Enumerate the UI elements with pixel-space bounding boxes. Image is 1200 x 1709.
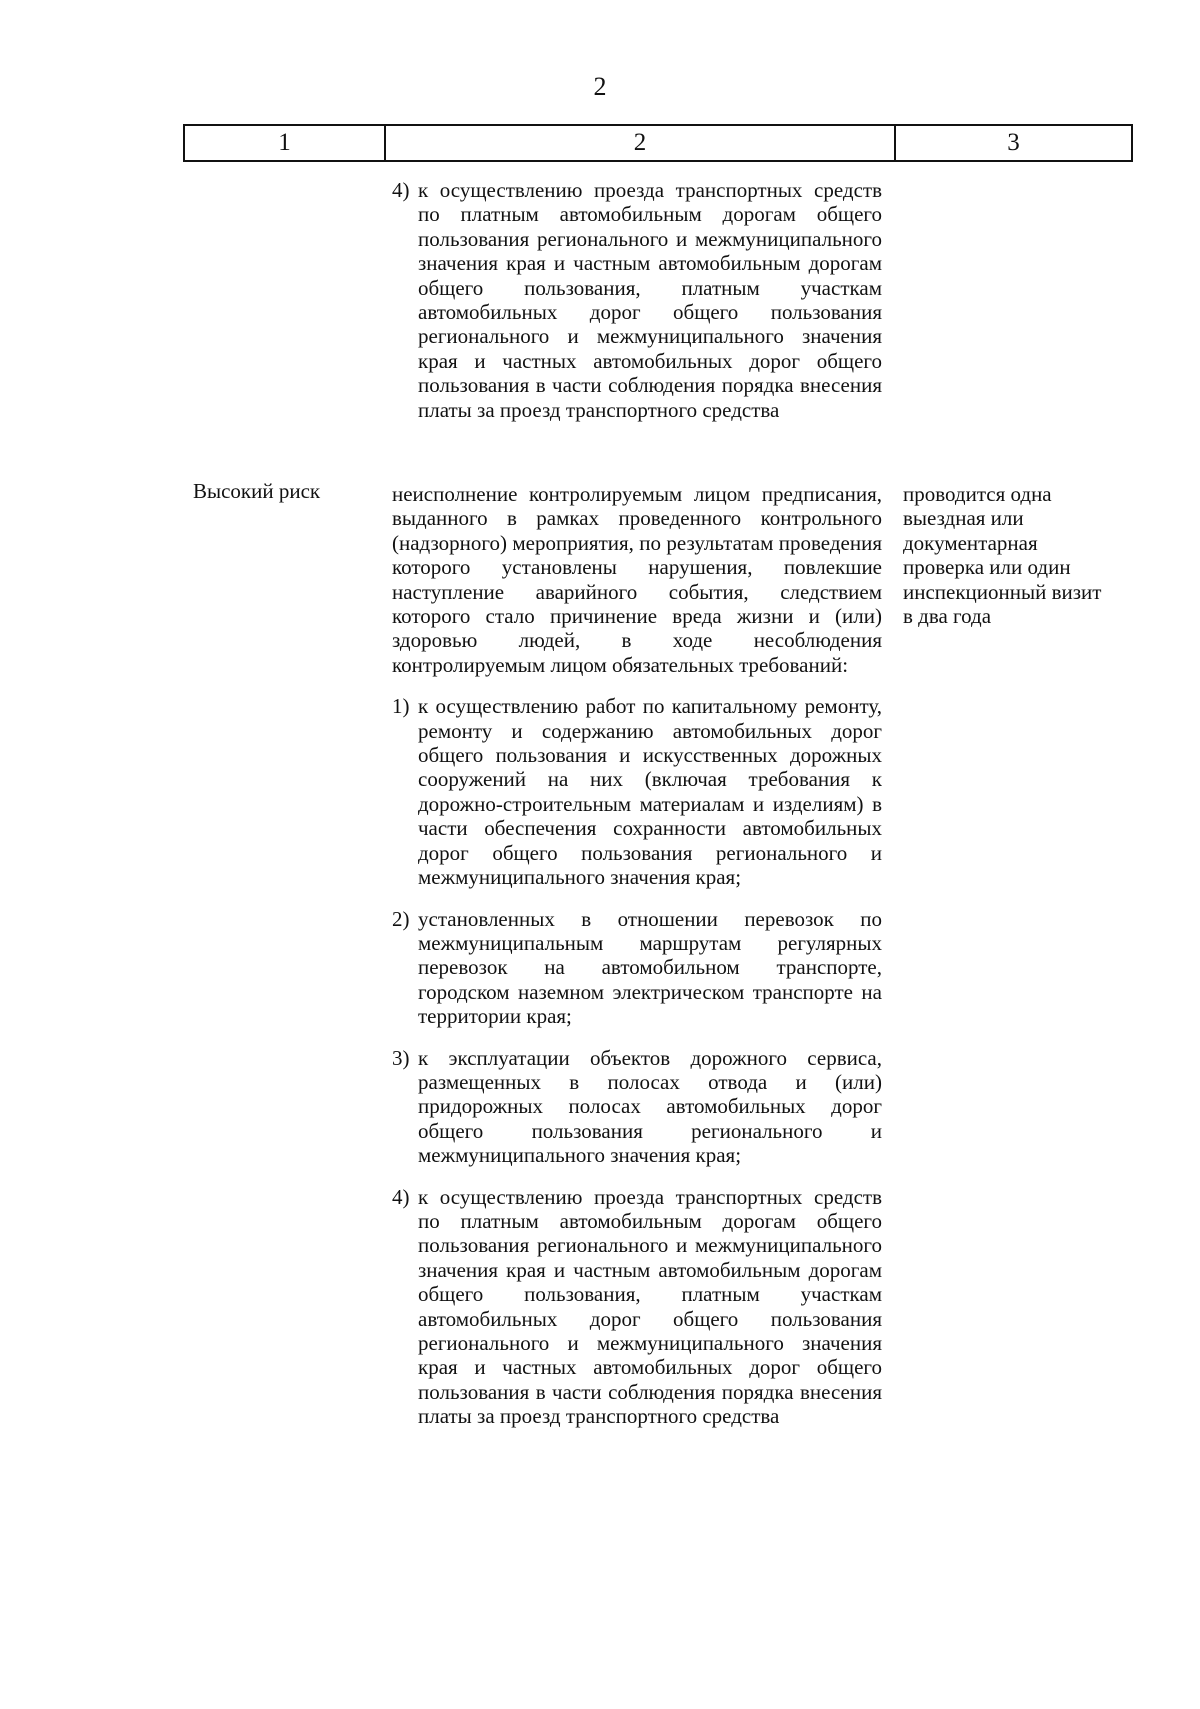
- list-item: [392, 694, 882, 889]
- risk-category-label: Высокий риск: [193, 479, 321, 503]
- list-item-number: 4): [392, 1184, 410, 1209]
- list-item: [392, 907, 882, 1029]
- continuation-item: [392, 178, 882, 422]
- page-number: 2: [593, 72, 607, 101]
- list-item-number: 2): [392, 906, 410, 931]
- list-item-text: к осуществлению проезда транспортных средств по платным автомобильным дорогам общего пользования регионального и межмуниципального значения края и частным автомобильным дорогам общего пользования, платным участкам автомобильных дорог общего пользования регионального и межмуниципального значения края и частных автомобильных дорог общего пользования в части соблюдения порядка внесения платы за проезд транспортного средства: [418, 1184, 882, 1429]
- table-header-row: [183, 124, 1133, 162]
- list-item: [392, 1185, 882, 1429]
- list-item-number: 1): [392, 694, 410, 719]
- list-item: [392, 1046, 882, 1168]
- table-header-col-2: 2: [386, 126, 896, 160]
- table-header-col-3: 3: [1007, 129, 1020, 156]
- list-item-text: к осуществлению проезда транспортных средств по платным автомобильным дорогам общего пользования регионального и межмуниципального значения края и частным автомобильным дорогам общего пользования, платным участкам автомобильных дорог общего пользования регионального и межмуниципального значения края и частных автомобильных дорог общего пользования в части соблюдения порядка внесения платы за проезд транспортного средства: [418, 178, 882, 422]
- list-item-text: установленных в отношении перевозок по межмуниципальным маршрутам регулярных перевозок на автомобильном транспорте, городском наземном электрическом транспорте на территории края;: [418, 906, 882, 1029]
- list-item: [392, 178, 882, 422]
- list-item-text: к эксплуатации объектов дорожного сервиса, размещенных в полосах отвода и (или) придорожных полосах автомобильных дорог общего пользования регионального и межмуниципального значения края;: [418, 1045, 882, 1168]
- list-item-text: к осуществлению работ по капитальному ремонту, ремонту и содержанию автомобильных дорог общего пользования и искусственных дорожных сооружений на них (включая требования к дорожно-строительным материалам и изделиям) в части обеспечения сохранности автомобильных дорог общего пользования регионального и межмуниципального значения края;: [418, 694, 882, 890]
- list-item-number: 4): [392, 178, 410, 202]
- table-header-col-1: 1: [185, 126, 386, 160]
- list-item-number: 3): [392, 1045, 410, 1070]
- inspection-frequency: проводится одна выездная или документарная проверка или один инспекционный визит в два года: [903, 482, 1102, 629]
- criteria-intro: неисполнение контролируемым лицом предписания, выданного в рамках проведенного контрольного (надзорного) мероприятия, по результатам проведения которого установлены нарушения, повлекшие наступление аварийного события, следствием которого стало причинение вреда жизни и (или) здоровью людей, в ходе несоблюдения контролируемым лицом обязательных требований:: [392, 482, 882, 677]
- high-risk-criteria: [392, 482, 882, 1429]
